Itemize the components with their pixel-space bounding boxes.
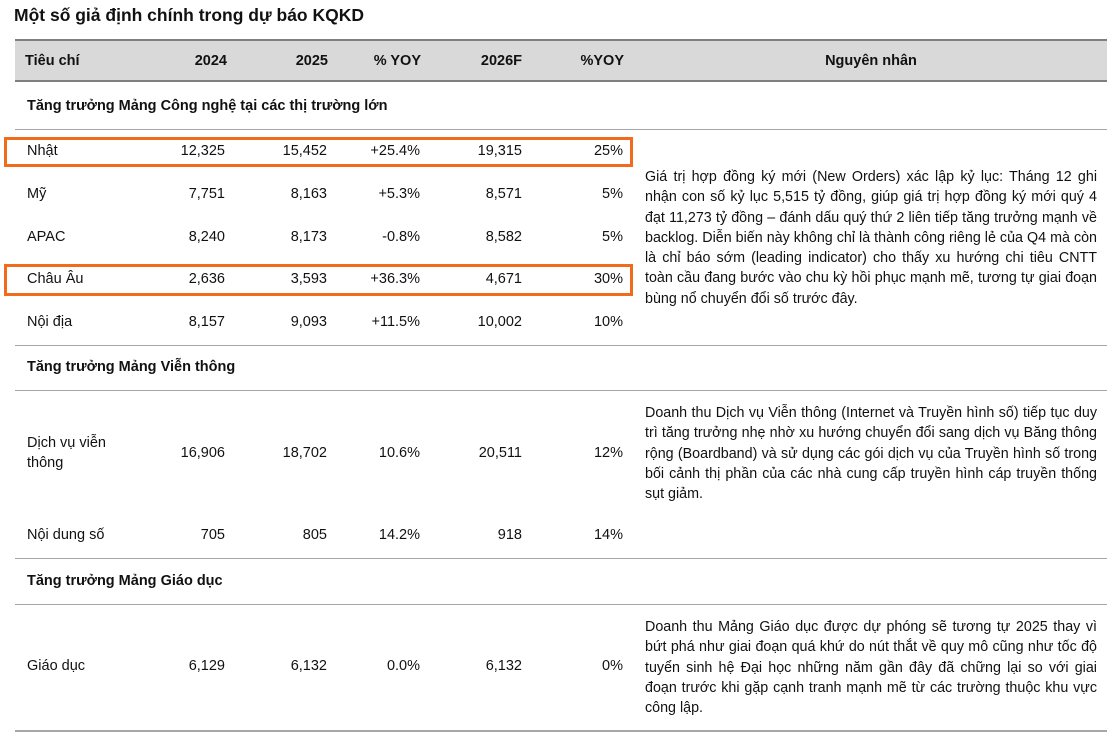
cell-2026f: 918 xyxy=(497,527,522,543)
header-2026f: 2026F xyxy=(480,53,522,69)
row-label: Châu Âu xyxy=(27,271,84,287)
cell-2026f: 4,671 xyxy=(485,271,522,287)
cell-yoy-2026f: 12% xyxy=(593,445,623,461)
cell-2025: 8,163 xyxy=(290,186,327,202)
header-2025: 2025 xyxy=(295,53,328,69)
cell-yoy-2025: +5.3% xyxy=(378,186,420,202)
cell-2025: 8,173 xyxy=(290,229,327,245)
cell-2025: 9,093 xyxy=(290,314,327,330)
cell-2026f: 20,511 xyxy=(478,445,522,461)
cell-2026f: 8,571 xyxy=(485,186,522,202)
row-label xyxy=(27,433,106,473)
note-telecom: Doanh thu Dịch vụ Viễn thông (Internet và Truyền hình số) tiếp tục duy trì tăng trưởng nhẹ nhờ xu hướng chuyển đổi sang dịch vụ Băng thông rộng (Boardband) và sử dụng các gói dịch vụ của Truyền hình số trong bối cảnh thị phần của các nhà cung cấp truyền hình cáp truyền thống sụt giảm. xyxy=(645,405,1097,503)
row-label: Nội địa xyxy=(27,314,73,330)
cell-yoy-2025: 14.2% xyxy=(378,527,420,543)
cell-2025: 805 xyxy=(302,527,327,543)
cell-yoy-2026f: 25% xyxy=(593,143,623,159)
cell-yoy-2026f: 5% xyxy=(602,186,623,202)
section-title-education: Tăng trưởng Mảng Giáo dục xyxy=(27,573,223,589)
cell-2026f: 10,002 xyxy=(477,314,522,330)
header-yoy-2025: % YOY xyxy=(373,53,421,69)
cell-yoy-2025: 10.6% xyxy=(378,445,420,461)
row-label: Nội dung số xyxy=(27,527,105,543)
section-divider xyxy=(15,345,1107,346)
cell-yoy-2025: +11.5% xyxy=(371,314,420,330)
cell-2024: 12,325 xyxy=(180,143,225,159)
header-yoy-2026f: %YOY xyxy=(580,53,624,69)
row-label-line: thông xyxy=(27,455,64,471)
cell-2025: 6,132 xyxy=(290,658,327,674)
cell-2024: 16,906 xyxy=(180,445,225,461)
cell-2024: 2,636 xyxy=(188,271,225,287)
cell-2025: 15,452 xyxy=(282,143,327,159)
table-bottom-rule xyxy=(15,730,1107,732)
cell-2024: 8,240 xyxy=(188,229,225,245)
cell-yoy-2026f: 0% xyxy=(602,658,623,674)
page-title: Một số giả định chính trong dự báo KQKD xyxy=(14,5,364,25)
header-reason: Nguyên nhân xyxy=(825,53,917,69)
section-title-telecom: Tăng trưởng Mảng Viễn thông xyxy=(27,359,236,375)
section-divider xyxy=(15,390,1107,391)
cell-yoy-2026f: 30% xyxy=(593,271,623,287)
row-label: Giáo dục xyxy=(27,658,86,674)
cell-2024: 8,157 xyxy=(188,314,225,330)
table-row xyxy=(0,308,1115,338)
highlight-box-japan xyxy=(4,137,633,167)
cell-2025: 18,702 xyxy=(282,445,327,461)
cell-2026f: 6,132 xyxy=(485,658,522,674)
section-divider xyxy=(15,558,1107,559)
row-label: APAC xyxy=(27,229,66,245)
cell-2026f: 8,582 xyxy=(485,229,522,245)
cell-yoy-2026f: 10% xyxy=(593,314,623,330)
row-label: Nhật xyxy=(27,143,58,159)
cell-yoy-2025: +25.4% xyxy=(370,143,420,159)
note-technology: Giá trị hợp đồng ký mới (New Orders) xác lập kỷ lục: Tháng 12 ghi nhận con số kỷ lục 5,515 tỷ đồng, giúp giá trị hợp đồng ký mới quý 4 đạt 11,273 tỷ đồng – đánh dấu quý thứ 2 liên tiếp tăng trưởng mạnh về backlog. Diễn biến này không chỉ là thành công riêng lẻ của Q4 mà còn là chỉ báo sớm (leading indicator) cho thấy xu hướng chi tiêu CNTT toàn cầu đang bước vào chu kỳ hồi phục mạnh mẽ, tương tự giai đoạn bùng nổ chuyển đổi số trước đây. xyxy=(645,169,1097,307)
row-label: Mỹ xyxy=(27,186,47,202)
row-label-line: Dịch vụ viễn xyxy=(27,435,106,451)
cell-yoy-2025: -0.8% xyxy=(382,229,420,245)
cell-2024: 705 xyxy=(200,527,225,543)
section-divider xyxy=(15,129,1107,130)
note-education: Doanh thu Mảng Giáo dục được dự phóng sẽ tương tự 2025 thay vì bứt phá như giai đoạn quá khứ do nút thắt về quy mô cũng như tốc độ tuyển sinh hệ Đại học những năm gần đây đã chững lại so với giai đoạn trước khi gặp cạnh tranh mạnh mẽ từ các trường thuộc khu vực công lập. xyxy=(645,619,1097,717)
cell-yoy-2026f: 14% xyxy=(593,527,623,543)
cell-yoy-2025: 0.0% xyxy=(386,658,420,674)
cell-2026f: 19,315 xyxy=(477,143,522,159)
header-criteria: Tiêu chí xyxy=(25,53,80,69)
cell-2024: 6,129 xyxy=(188,658,225,674)
cell-2025: 3,593 xyxy=(290,271,327,287)
section-title-technology: Tăng trưởng Mảng Công nghệ tại các thị trường lớn xyxy=(27,98,388,114)
section-divider xyxy=(15,604,1107,605)
table-row xyxy=(0,521,1115,551)
highlight-box-europe xyxy=(4,264,633,296)
cell-2024: 7,751 xyxy=(188,186,225,202)
table-header xyxy=(15,39,1107,82)
cell-yoy-2026f: 5% xyxy=(602,229,623,245)
cell-yoy-2025: +36.3% xyxy=(370,271,420,287)
header-2024: 2024 xyxy=(194,53,227,69)
